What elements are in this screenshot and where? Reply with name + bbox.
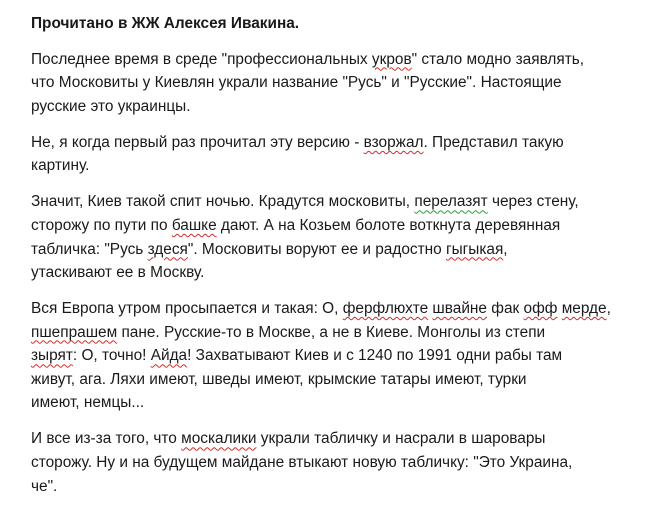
text-run: украли табличку и насрали в шаровары — [256, 430, 546, 448]
text-line — [31, 368, 637, 392]
text-run: , — [503, 240, 508, 258]
text-run: " стало модно заявлять, — [411, 50, 585, 68]
document-title: Прочитано в ЖЖ Алексея Ивакина. — [31, 15, 300, 32]
document-body — [31, 48, 637, 499]
text-line — [31, 427, 637, 451]
text-line — [31, 131, 637, 155]
text-run: имеют, немцы... — [31, 394, 145, 412]
spellcheck-flagged-word: здеся — [147, 240, 188, 258]
text-run: Значит, Киев такой спит ночью. Крадутся московиты, — [31, 193, 415, 211]
paragraph — [31, 297, 637, 415]
text-run: ". Московиты воруют ее и радостно — [187, 240, 446, 258]
spellcheck-flagged-word: башке — [171, 216, 217, 234]
spellcheck-flagged-word: Айда — [150, 347, 188, 365]
text-run: . Представил такую — [423, 133, 564, 151]
text-run: утаскивают ее в Москву. — [31, 264, 205, 282]
spellcheck-flagged-word: гыгыкая — [445, 240, 504, 258]
text-run: И все из-за того, что — [31, 430, 182, 448]
text-run: картину. — [31, 157, 90, 175]
text-run: дают. А на Козьем болоте воткнута деревянная — [216, 216, 561, 234]
text-run: Вся Европа утром просыпается и такая: О, — [31, 300, 343, 318]
text-line — [31, 451, 637, 475]
text-run: через стену, — [487, 193, 579, 211]
text-run: табличка: "Русь — [31, 240, 148, 258]
text-run: : О, точно! — [72, 347, 151, 365]
grammar-flagged-word: перелазят — [414, 193, 488, 211]
paragraph — [31, 131, 637, 178]
text-run: че". — [31, 477, 58, 495]
spellcheck-flagged-word: зырят — [31, 347, 73, 365]
spellcheck-flagged-word: ферфлюхте — [342, 300, 429, 318]
text-line — [31, 391, 637, 415]
spellcheck-flagged-word: офф — [523, 300, 558, 318]
text-line — [31, 238, 637, 262]
spellcheck-flagged-word: мерде — [561, 300, 607, 318]
text-line — [31, 154, 637, 178]
spellcheck-flagged-word: взоржал — [363, 133, 424, 151]
text-line — [31, 71, 637, 95]
text-line — [31, 475, 637, 499]
text-run: живут, ага. Ляхи имеют, шведы имеют, крымские татары имеют, турки — [31, 370, 527, 388]
text-run: , — [606, 300, 611, 318]
text-line — [31, 261, 637, 285]
text-line — [31, 297, 637, 321]
text-line — [31, 344, 637, 368]
text-run: сторожу по пути по — [31, 216, 172, 234]
paragraph — [31, 427, 637, 498]
spellcheck-flagged-word: швайне — [432, 300, 487, 318]
spellcheck-flagged-word: москалики — [181, 430, 257, 448]
text-run: Не, я когда первый раз прочитал эту версию - — [31, 133, 364, 151]
text-line — [31, 321, 637, 345]
text-line — [31, 48, 637, 72]
paragraph — [31, 48, 637, 119]
text-run: пане. Русские-то в Москве, а не в Киеве. Монголы из степи — [117, 323, 546, 341]
text-run: фак — [487, 300, 524, 318]
paragraph — [31, 190, 637, 284]
text-run: сторожу. Ну и на будущем майдане втыкают новую табличку: "Это Украина, — [31, 454, 573, 472]
text-line — [31, 214, 637, 238]
spellcheck-flagged-word: пшепрашем — [31, 323, 118, 341]
spellcheck-flagged-word: укров — [371, 50, 412, 68]
text-line — [31, 190, 637, 214]
text-run: Последнее время в среде "профессиональных — [31, 50, 372, 68]
text-run: ! Захватывают Киев и с 1240 по 1991 одни рабы там — [187, 347, 563, 365]
text-run: русские это украинцы. — [31, 97, 191, 115]
document — [31, 12, 637, 511]
text-line — [31, 95, 637, 119]
text-run: что Московиты у Киевлян украли название "Русь" и "Русские". Настоящие — [31, 74, 562, 92]
